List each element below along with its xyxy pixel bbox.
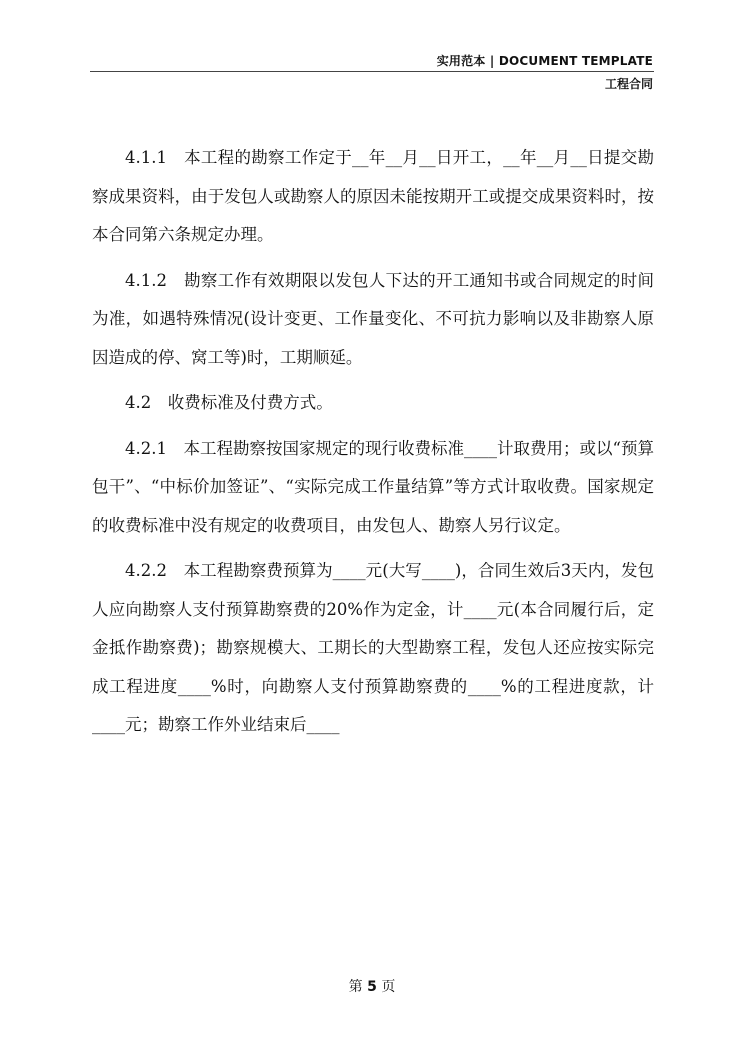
footer-prefix: 第 xyxy=(348,979,363,995)
footer-suffix: 页 xyxy=(381,979,396,995)
clause-4-2-2: 4.2.2 本工程勘察费预算为____元(大写____)，合同生效后3天内，发包人应向勘察人支付预算勘察费的20%作为定金，计____元(本合同履行后，定金抵作勘察费)；勘察规模大、工期长的大型勘察工程，发包人还应按实际完成工程进度____%时，向勘察人支付预算勘察费的____%的工程进度款，计____元；勘察工作外业结束后____ xyxy=(92,561,654,734)
clause-4-2: 4.2 收费标准及付费方式。 xyxy=(125,393,333,412)
clause-4-1-2: 4.1.2 勘察工作有效期限以发包人下达的开工通知书或合同规定的时间为准，如遇特殊情况(设计变更、工作量变化、不可抗力影响以及非勘察人原因造成的停、窝工等)时，工期顺延。 xyxy=(92,270,654,367)
page-header xyxy=(0,0,744,100)
clause-4-1-1: 4.1.1 本工程的勘察工作定于__年__月__日开工，__年__月__日提交勘察成果资料，由于发包人或勘察人的原因未能按期开工或提交成果资料时，按本合同第六条规定办理。 xyxy=(92,148,654,244)
page-footer xyxy=(0,976,744,996)
clause-4-2-1: 4.2.1 本工程勘察按国家规定的现行收费标准____计取费用；或以“预算包干”、“中标价加签证”、“实际完成工作量结算”等方式计取收费。国家规定的收费标准中没有规定的收费项目，由发包人、勘察人另行议定。 xyxy=(92,438,654,535)
page-number: 5 xyxy=(367,979,377,995)
header-brand: 实用范本 | DOCUMENT TEMPLATE xyxy=(436,54,653,68)
header-divider xyxy=(90,71,654,72)
header-doc-type: 工程合同 xyxy=(604,77,653,91)
document-body xyxy=(92,139,654,752)
